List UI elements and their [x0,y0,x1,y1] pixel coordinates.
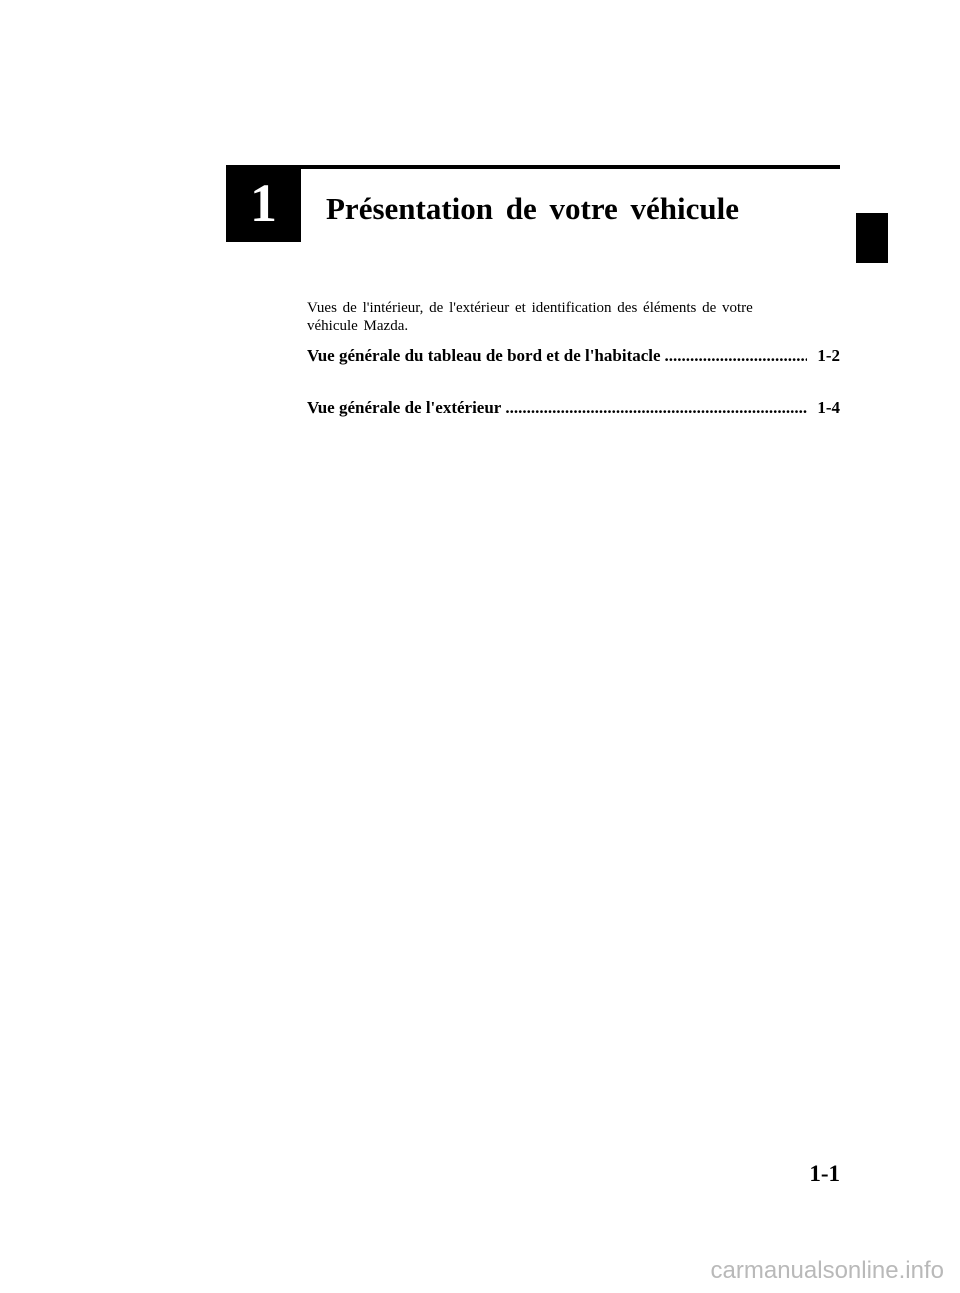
toc-entry-label: Vue générale de l'extérieur [307,398,502,417]
toc-entry-page: 1-4 [817,398,840,417]
toc-leader-dots [665,346,808,366]
table-of-contents [307,346,840,418]
toc-entry-dashboard[interactable] [307,346,840,366]
toc-entry-exterior[interactable] [307,398,840,418]
watermark: carmanualsonline.info [710,1257,944,1284]
page-number: 1-1 [809,1161,840,1186]
chapter-intro: Vues de l'intérieur, de l'extérieur et identification des éléments de votre véhicule Mazda. [307,300,753,334]
chapter-title: Présentation de votre véhicule [326,191,740,226]
toc-entry-page: 1-2 [817,346,840,365]
toc-entry-label: Vue générale du tableau de bord et de l'habitacle [307,346,661,365]
chapter-number: 1 [226,165,301,242]
toc-leader-dots [505,398,807,418]
header-rule [226,165,840,169]
chapter-header [226,165,840,242]
chapter-thumb-tab [856,213,888,263]
